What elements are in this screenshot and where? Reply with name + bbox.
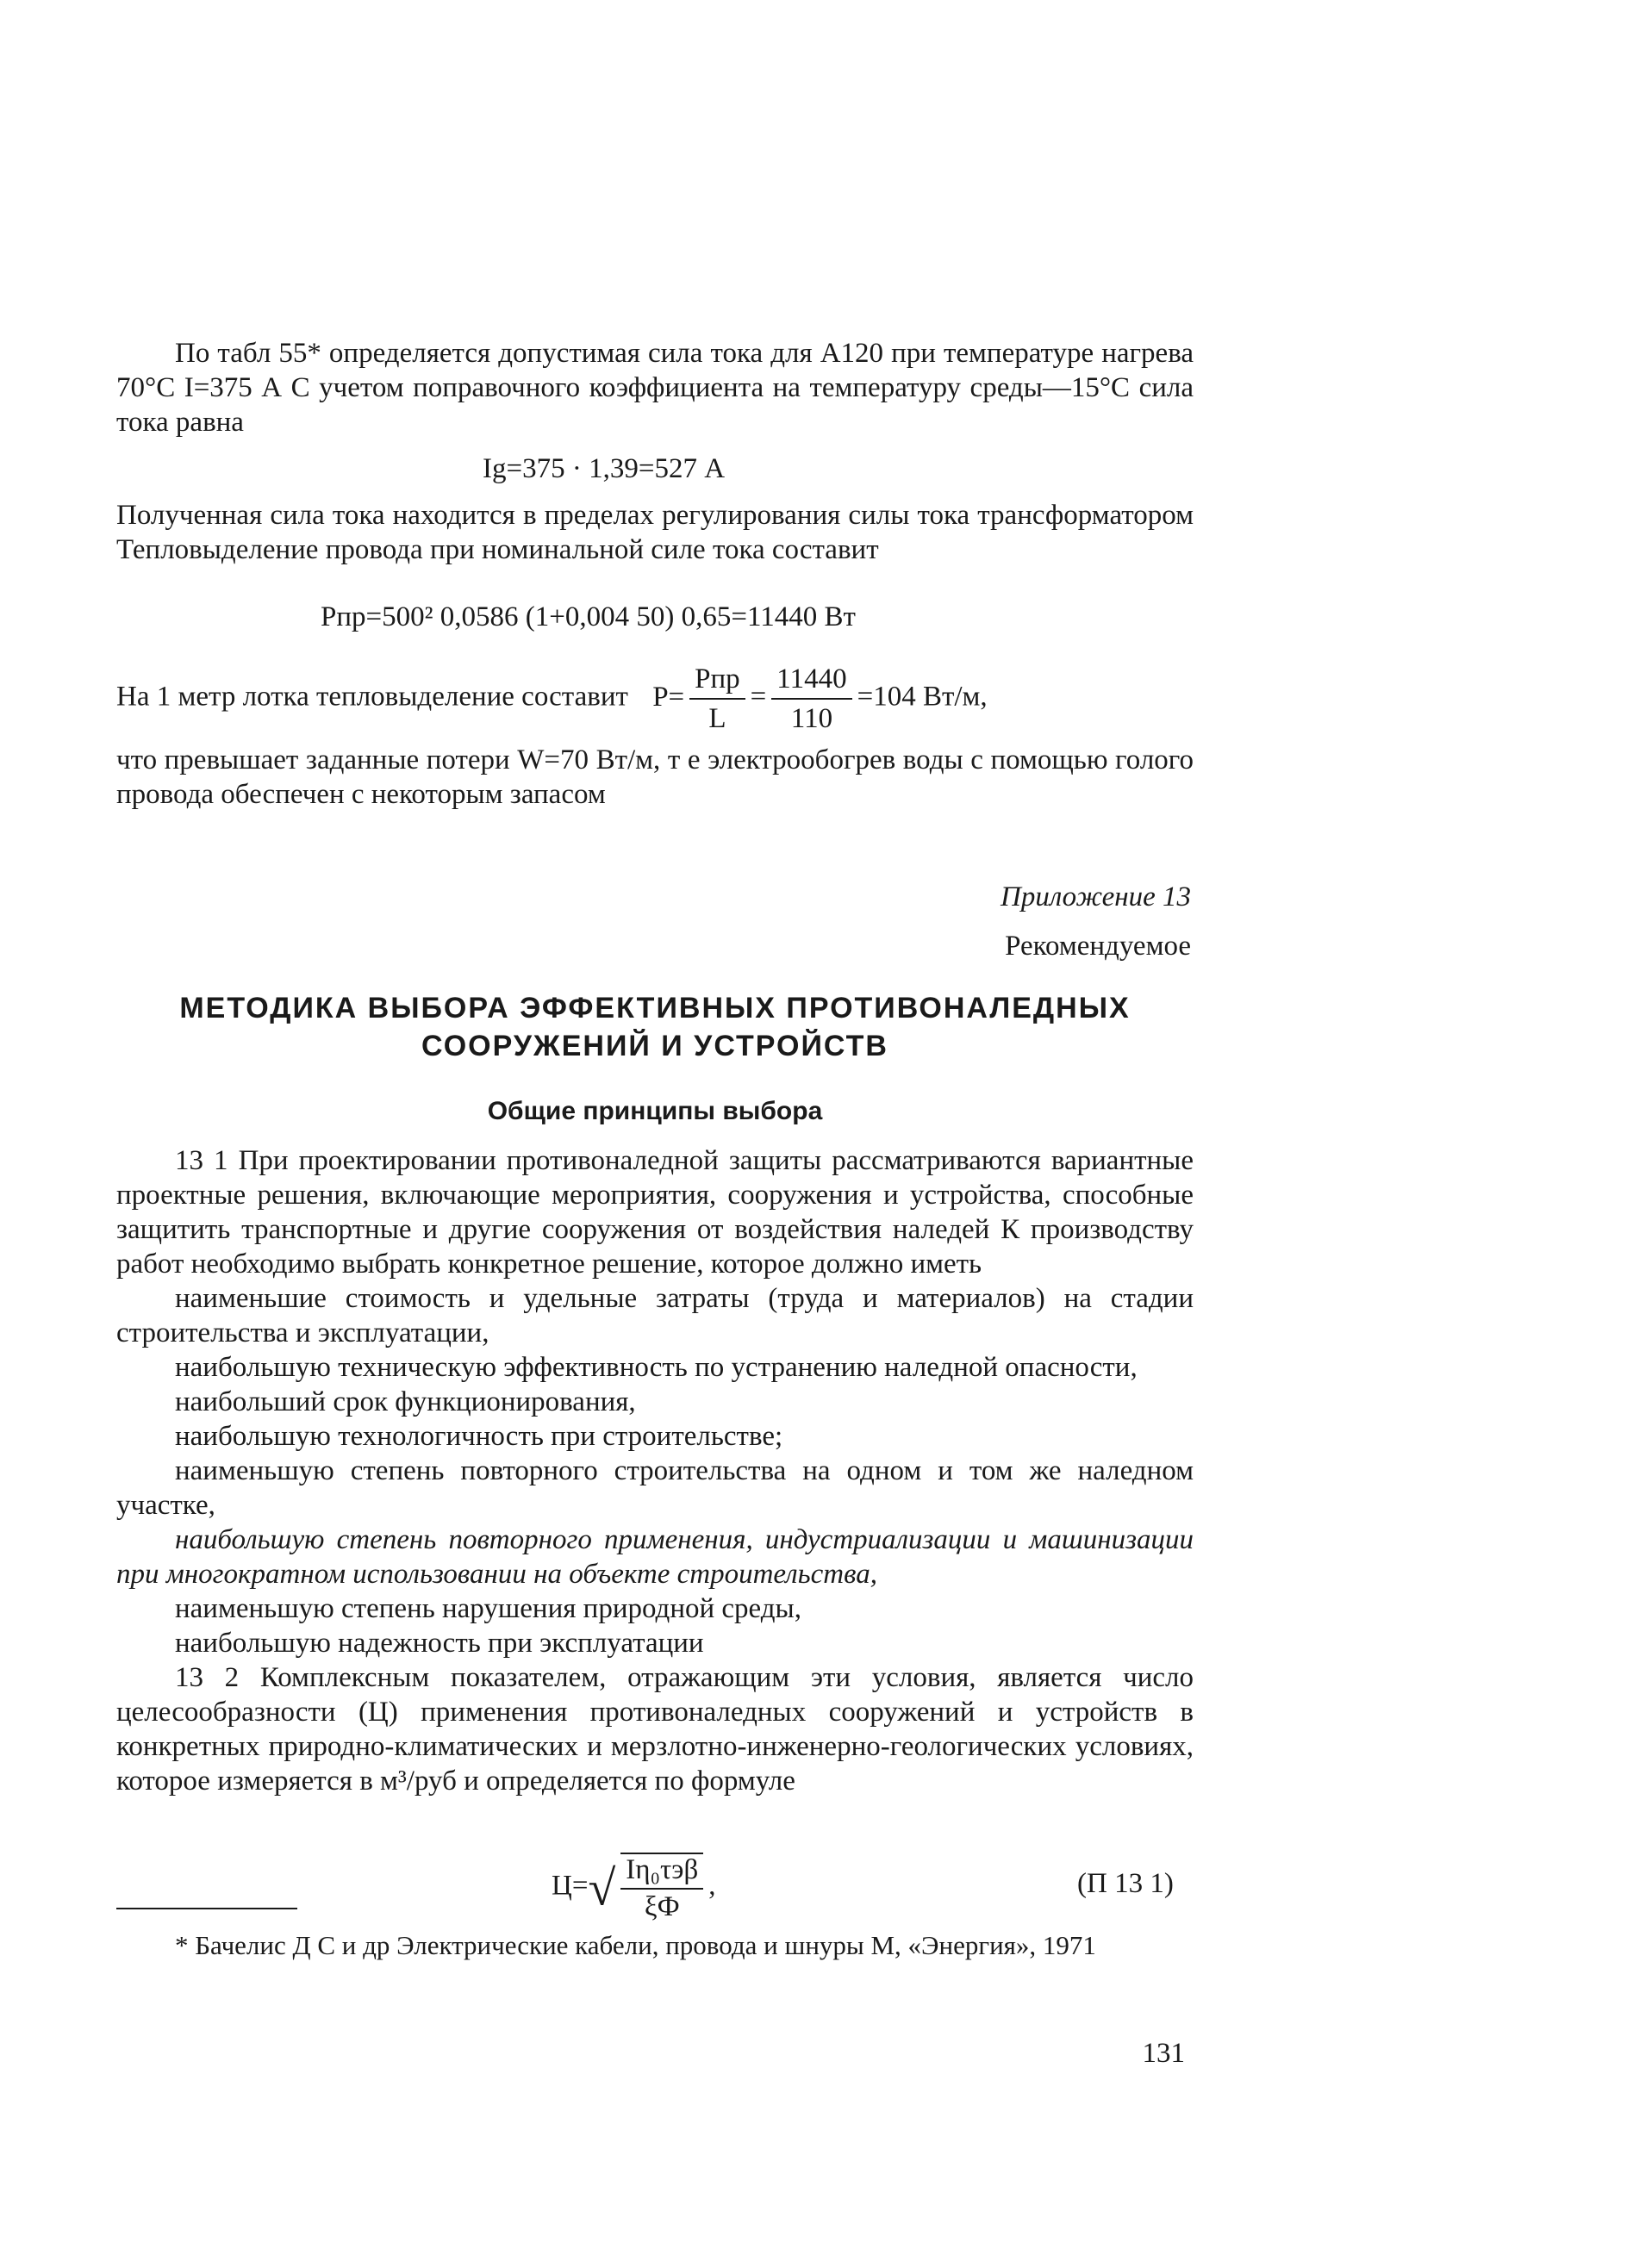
heading-line-1: МЕТОДИКА ВЫБОРА ЭФФЕКТИВНЫХ ПРОТИВОНАЛЕДНЫХ bbox=[179, 992, 1131, 1024]
appendix-status: Рекомендуемое bbox=[1005, 931, 1191, 962]
paragraph-per-meter bbox=[116, 662, 1194, 736]
subsection-heading: Общие принципы выбора bbox=[487, 1097, 823, 1125]
fraction-denominator: L bbox=[708, 703, 726, 734]
paragraph-heat-output bbox=[116, 498, 1194, 567]
formula-ig: Ig=375 · 1,39=527 А bbox=[483, 453, 726, 484]
paragraph-13-2: 13 2 Комплексным показателем, отражающим эти условия, является число целесообразности (Ц) применения противоналедных сооружений и устройств в конкретных природно-климатических и мерзлотно-инженерно-геологических условиях, которое измеряется в м³/руб и определяется по формуле bbox=[116, 1662, 1194, 1797]
page-number: 131 bbox=[1142, 2038, 1185, 2069]
paragraph-text: что превышает заданные потери W=70 Вт/м, т е электрообогрев воды с помощью голого провода обеспечен с некоторым запасом bbox=[116, 744, 1194, 810]
paragraph-current-calc bbox=[116, 336, 1194, 439]
formula-label: (П 13 1) bbox=[1077, 1868, 1174, 1899]
formula-power: Pпр=500² 0,0586 (1+0,004 50) 0,65=11440 Вт bbox=[321, 601, 856, 632]
formula-equals: = bbox=[750, 681, 767, 713]
fraction-numerator: Іη₀τэβ bbox=[620, 1854, 703, 1890]
paragraph-conclusion bbox=[116, 743, 1194, 812]
list-item: наименьшую степень повторного строительства на одном и том же наледном участке, bbox=[116, 1455, 1194, 1521]
footnote bbox=[116, 1930, 1194, 1961]
fraction-numerator: 11440 bbox=[771, 662, 851, 700]
fraction-p-over-l bbox=[689, 662, 745, 736]
list-item: наибольшую технологичность при строительстве; bbox=[175, 1421, 783, 1452]
fraction-numerator: Pпр bbox=[689, 662, 745, 700]
fraction-values bbox=[771, 662, 851, 736]
paragraph-text: На 1 метр лотка тепловыделение составит bbox=[116, 681, 628, 713]
heading-line-2: СООРУЖЕНИЙ И УСТРОЙСТВ bbox=[421, 1030, 888, 1062]
fraction-denominator: ξФ bbox=[644, 1891, 680, 1922]
list-item: наименьшие стоимость и удельные затраты (труда и материалов) на стадии строительства и эксплуатации, bbox=[116, 1283, 1194, 1348]
section-body bbox=[116, 1143, 1194, 1798]
list-item: наименьшую степень нарушения природной среды, bbox=[175, 1593, 801, 1624]
paragraph-13-1: 13 1 При проектировании противоналедной защиты рассматриваются вариантные проектные решения, включающие мероприятия, сооружения и устройства, способные защитить транспортные и другие сооружения от воздействия наледей К производству работ необходимо выбрать конкретное решение, которое должно иметь bbox=[116, 1145, 1194, 1280]
list-item: наибольшую степень повторного применения, индустриализации и машинизации при многократном использовании на объекте строительства, bbox=[116, 1524, 1194, 1590]
fraction-denominator: 110 bbox=[790, 703, 833, 734]
appendix-label: Приложение 13 bbox=[1001, 881, 1191, 912]
footnote-text: * Бачелис Д С и др Электрические кабели, провода и шнуры М, «Энергия», 1971 bbox=[175, 1930, 1096, 1960]
formula-comma: , bbox=[708, 1870, 716, 1902]
formula-result: =104 Вт/м, bbox=[857, 681, 988, 713]
square-root-icon: √ bbox=[588, 1859, 616, 1916]
footnote-divider bbox=[116, 1908, 297, 1909]
formula-expediency bbox=[552, 1853, 716, 1923]
section-heading bbox=[116, 989, 1194, 1065]
list-item: наибольшую техническую эффективность по устранению наледной опасности, bbox=[175, 1352, 1138, 1383]
list-item: наибольшую надежность при эксплуатации bbox=[175, 1628, 704, 1659]
paragraph-text: Полученная сила тока находится в пределах регулирования силы тока трансформатором Тепловыделение провода при номинальной силе тока составит bbox=[116, 500, 1194, 565]
paragraph-text: По табл 55* определяется допустимая сила тока для А120 при температуре нагрева 70°С I=375 А С учетом поправочного коэффициента на температуру среды—15°С сила тока равна bbox=[116, 338, 1194, 438]
list-item: наибольший срок функционирования, bbox=[175, 1386, 636, 1417]
fraction-radicand bbox=[620, 1853, 703, 1923]
formula-lhs: Ц= bbox=[552, 1870, 589, 1902]
formula-lhs: P= bbox=[652, 681, 685, 713]
